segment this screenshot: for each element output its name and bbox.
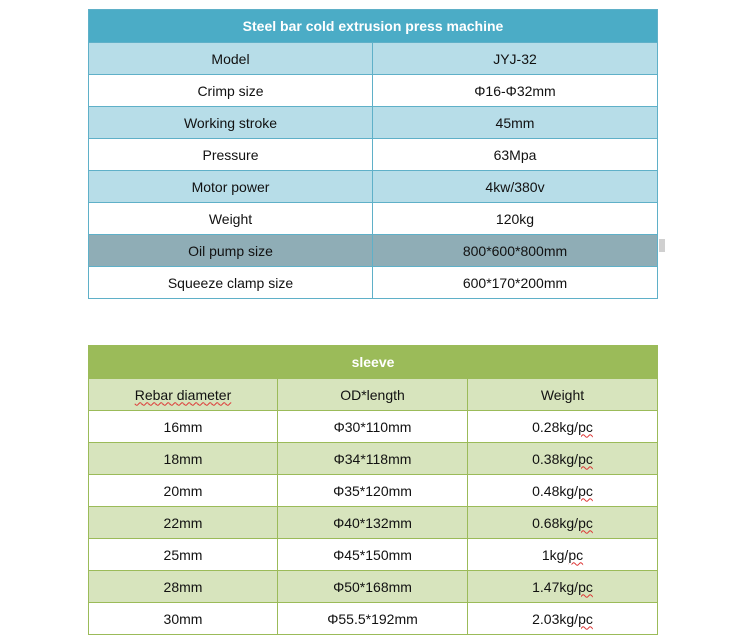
spec-value: 63Mpa [373, 139, 658, 171]
column-header-od-length: OD*length [278, 379, 468, 411]
spec-label: Pressure [89, 139, 373, 171]
spec-label: Weight [89, 203, 373, 235]
spec-row-oil-pump-size [89, 235, 658, 267]
spec-label: Working stroke [89, 107, 373, 139]
sleeve-row [89, 603, 658, 635]
spec-value: Φ16-Φ32mm [373, 75, 658, 107]
rebar-diameter-cell: 18mm [89, 443, 278, 475]
sleeve-table [88, 345, 658, 635]
weight-cell: 2.03kg/pc [468, 603, 658, 635]
sleeve-table-title: sleeve [89, 346, 658, 379]
spec-row-squeeze-clamp-size [89, 267, 658, 299]
sleeve-row [89, 411, 658, 443]
machine-table-title: Steel bar cold extrusion press machine [89, 10, 658, 43]
od-length-cell: Φ55.5*192mm [278, 603, 468, 635]
sleeve-row [89, 571, 658, 603]
rebar-diameter-cell: 16mm [89, 411, 278, 443]
sleeve-table-header-row [89, 346, 658, 379]
spec-row-crimp-size [89, 75, 658, 107]
od-length-cell: Φ30*110mm [278, 411, 468, 443]
scroll-marker [659, 239, 665, 252]
weight-cell: 0.38kg/pc [468, 443, 658, 475]
spec-value: 4kw/380v [373, 171, 658, 203]
spec-value: 45mm [373, 107, 658, 139]
spec-label: Squeeze clamp size [89, 267, 373, 299]
rebar-diameter-cell: 25mm [89, 539, 278, 571]
od-length-cell: Φ34*118mm [278, 443, 468, 475]
spec-label: Motor power [89, 171, 373, 203]
sleeve-column-headers [89, 379, 658, 411]
weight-cell: 0.28kg/pc [468, 411, 658, 443]
column-header-rebar-diameter: Rebar diameter [89, 379, 278, 411]
spec-row-weight [89, 203, 658, 235]
weight-cell: 1.47kg/pc [468, 571, 658, 603]
spec-value: 120kg [373, 203, 658, 235]
od-length-cell: Φ45*150mm [278, 539, 468, 571]
machine-spec-table [88, 9, 658, 299]
sleeve-row [89, 475, 658, 507]
spec-label: Crimp size [89, 75, 373, 107]
spec-label: Model [89, 43, 373, 75]
spec-label: Oil pump size [89, 235, 373, 267]
spec-value: JYJ-32 [373, 43, 658, 75]
rebar-diameter-cell: 22mm [89, 507, 278, 539]
sleeve-row [89, 539, 658, 571]
sleeve-row [89, 443, 658, 475]
rebar-diameter-cell: 20mm [89, 475, 278, 507]
weight-cell: 1kg/pc [468, 539, 658, 571]
machine-table-header-row [89, 10, 658, 43]
spec-row-motor-power [89, 171, 658, 203]
od-length-cell: Φ50*168mm [278, 571, 468, 603]
od-length-cell: Φ40*132mm [278, 507, 468, 539]
spec-row-working-stroke [89, 107, 658, 139]
sleeve-row [89, 507, 658, 539]
spec-value: 800*600*800mm [373, 235, 658, 267]
rebar-diameter-cell: 30mm [89, 603, 278, 635]
rebar-diameter-cell: 28mm [89, 571, 278, 603]
spec-value: 600*170*200mm [373, 267, 658, 299]
weight-cell: 0.68kg/pc [468, 507, 658, 539]
column-header-weight: Weight [468, 379, 658, 411]
weight-cell: 0.48kg/pc [468, 475, 658, 507]
spec-row-pressure [89, 139, 658, 171]
spec-row-model [89, 43, 658, 75]
od-length-cell: Φ35*120mm [278, 475, 468, 507]
